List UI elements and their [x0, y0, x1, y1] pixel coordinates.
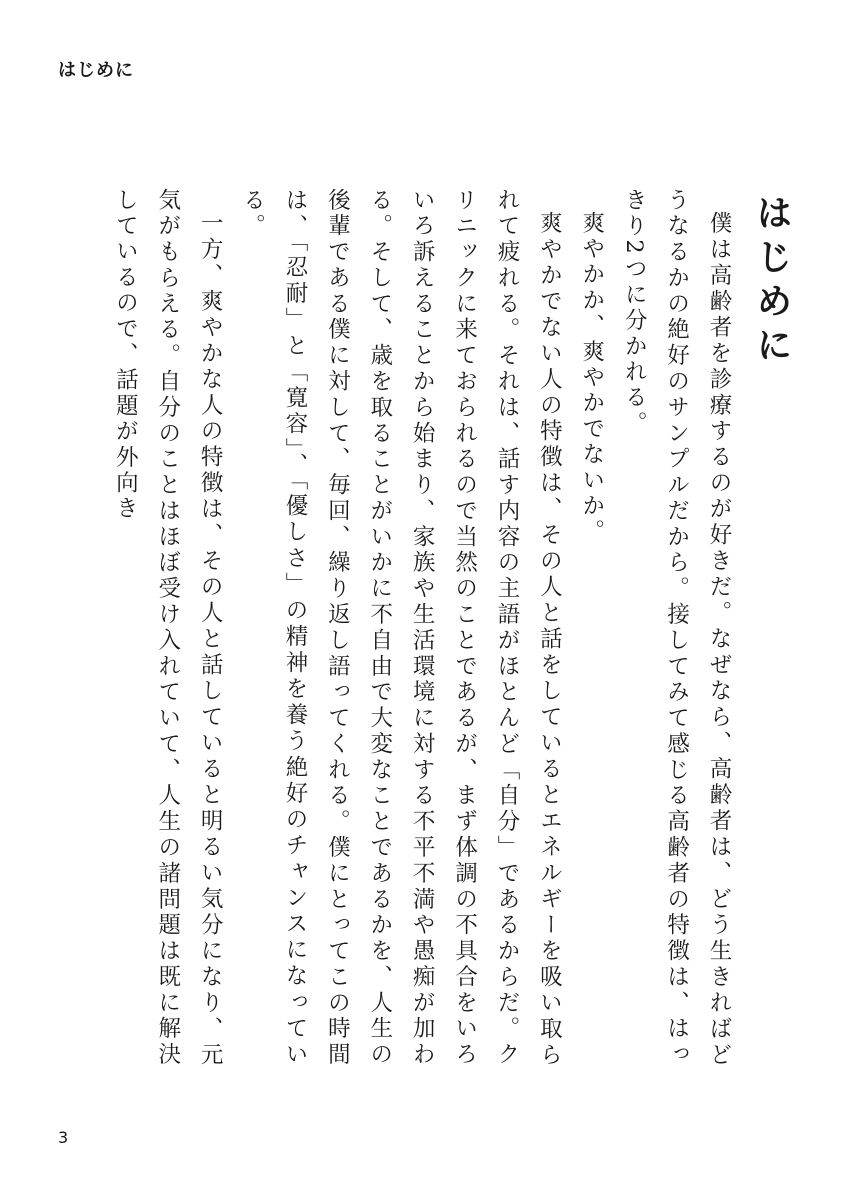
chapter-title: はじめに	[751, 194, 792, 370]
paragraph: 爽やかか、爽やかでないか。	[578, 210, 605, 545]
page-number: 3	[58, 1128, 69, 1147]
body-text	[104, 188, 802, 1068]
paragraph: 爽やかでない人の特徴は、その人と話をしているとエネルギーを吸い取られて疲れる。それは、話す内容の主語がほとんど「自分」であるからだ。クリニックに来ておられるので当然のことであるが、まず体調の不具合をいろいろ訴えることから始まり、家族や生活環境に対する不平不満や愚痴が加わる。そして、歳を取ることがいかに不自由で大変なことであるかを、人生の後輩である僕に対して、毎回、繰り返し語ってくれる。僕にとってこの時間は、「忍耐」と「寛容」、「優しさ」の精神を養う絶好のチャンスになっている。	[239, 188, 563, 1068]
paragraph: 一方、爽やかな人の特徴は、その人と話していると明るい気分になり、元気がもらえる。自分のことはほぼ受け入れていて、人生の諸問題は既に解決しているので、話題が外向き	[112, 188, 224, 1068]
running-header: はじめに	[58, 60, 134, 81]
paragraph: 僕は高齢者を診療するのが好きだ。なぜなら、高齢者は、どう生きればどうなるかの絶好のサンプルだから。接してみて感じる高齢者の特徴は、はっきり2つに分かれる。	[621, 188, 732, 1068]
